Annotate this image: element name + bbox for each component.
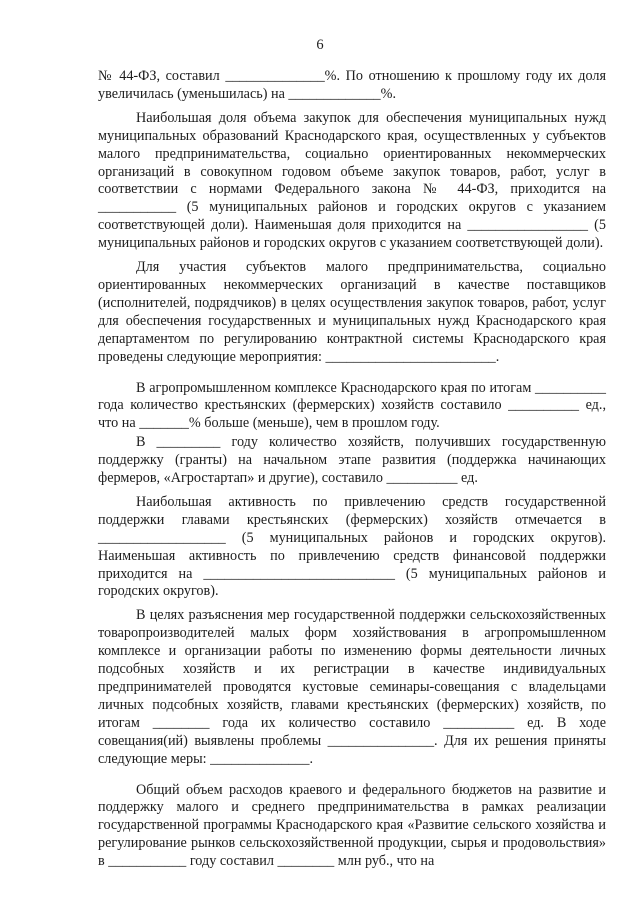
document-body <box>98 68 606 871</box>
paragraph-farm-count: В агропромышленном комплексе Краснодарского края по итогам __________ года количество крестьянских (фермерских) хозяйств составило __________ ед., что на _______% больше (меньше), чем в прошлом году. <box>98 379 606 432</box>
paragraph-grant-recipients: В _________ году количество хозяйств, получивших государственную поддержку (гранты) на начальном этапе развития (поддержка начинающих фермеров, «Агростартап» и другие), составило __________ ед. <box>98 434 606 487</box>
paragraph-procurement-share-change: № 44-ФЗ, составил ______________%. По отношению к прошлому году их доля увеличилась (уменьшилась) на _____________%. <box>98 68 606 102</box>
paragraph-municipal-procurement-share: Наибольшая доля объема закупок для обеспечения муниципальных нужд муниципальных образований Краснодарского края, осуществленных у субъектов малого предпринимательства, социально ориентированных некоммерческих организаций в совокупном годовом объеме закупок товаров, работ, услуг в соответствии с нормами Федерального закона № 44-ФЗ, приходится на ___________ (5 муниципальных районов и городских округов с указанием соответствующей доли). Наименьшая доля приходится на _________________ (5 муниципальных районов и городских округов с указанием соответствующей доли). <box>98 109 606 252</box>
page-number: 6 <box>316 37 324 53</box>
paragraph-seminars: В целях разъяснения мер государственной поддержки сельскохозяйственных товаропроизводителей малых форм хозяйствования в агропромышленном комплексе и организации работы по изменению формы деятельности личных подсобных хозяйств и их регистрации в качестве индивидуальных предпринимателей проводятся кустовые семинары-совещания с владельцами личных подсобных хозяйств, главами крестьянских (фермерских) хозяйств, по итогам ________ года их количество составило __________ ед. В ходе совещания(ий) выявлены проблемы _______________. Для их решения приняты следующие меры: ______________. <box>98 607 606 767</box>
paragraph-supplier-participation-measures: Для участия субъектов малого предпринимательства, социально ориентированных некоммерческих организаций в качестве поставщиков (исполнителей, подрядчиков) в целях осуществления закупок товаров, работ, услуг для обеспечения государственных и муниципальных нужд Краснодарского края департаментом по регулированию контрактной системы Краснодарского края проведены следующие мероприятия: ________________________. <box>98 259 606 365</box>
paragraph-support-activity: Наибольшая активность по привлечению средств государственной поддержки главами крестьянских (фермерских) хозяйств отмечается в __________________ (5 муниципальных районов и городских округов). Наименьшая активность по привлечению средств финансовой поддержки приходится на ___________________________ (5 муниципальных районов и городских округов). <box>98 493 606 600</box>
paragraph-budget-expenditure: Общий объем расходов краевого и федерального бюджетов на развитие и поддержку малого и среднего предпринимательства в рамках реализации государственной программы Краснодарского края «Развитие сельского хозяйства и регулирование рынков сельскохозяйственной продукции, сырья и продовольствия» в ___________ году составил ________ млн руб., что на <box>98 781 606 870</box>
